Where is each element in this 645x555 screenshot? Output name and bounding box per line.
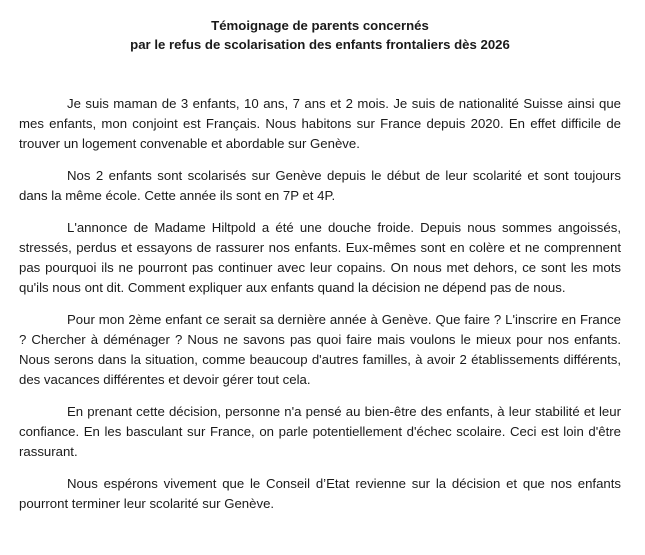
- title-line-2: par le refus de scolarisation des enfants frontaliers dès 2026: [130, 37, 510, 52]
- paragraph-5: En prenant cette décision, personne n'a pensé au bien-être des enfants, à leur stabilité et leur confiance. En les basculant sur France, on parle potentiellement d'échec scolaire. Ceci est loin d'être rassurant.: [19, 404, 621, 459]
- document-title: [19, 16, 621, 54]
- document-page: [19, 16, 621, 526]
- paragraph-3: L'annonce de Madame Hiltpold a été une douche froide. Depuis nous sommes angoissés, stressés, perdus et essayons de rassurer nos enfants. Eux-mêmes sont en colère et ne comprennent pas pourquoi ils ne pourront pas continuer avec leur copains. On nous met dehors, ce sont les mots qu'ils nous ont dit. Comment expliquer aux enfants quand la décision ne dépend pas de nous.: [19, 220, 621, 295]
- paragraph-2: Nos 2 enfants sont scolarisés sur Genève depuis le début de leur scolarité et sont toujours dans la même école. Cette année ils sont en 7P et 4P.: [19, 168, 621, 203]
- paragraph-4: Pour mon 2ème enfant ce serait sa dernière année à Genève. Que faire ? L'inscrire en France ? Chercher à déménager ? Nous ne savons pas quoi faire mais voulons le mieux pour nos enfants. Nous serons dans la situation, comme beaucoup d'autres familles, à avoir 2 établissements différents, des vacances différentes et devoir gérer tout cela.: [19, 312, 621, 387]
- title-line-1: Témoignage de parents concernés: [211, 18, 429, 33]
- document-body: [19, 94, 621, 514]
- paragraph-1: Je suis maman de 3 enfants, 10 ans, 7 ans et 2 mois. Je suis de nationalité Suisse ainsi que mes enfants, mon conjoint est Français. Nous habitons sur France depuis 2020. En effet difficile de trouver un logement convenable et abordable sur Genève.: [19, 96, 621, 151]
- paragraph-6: Nous espérons vivement que le Conseil d’Etat revienne sur la décision et que nos enfants pourront terminer leur scolarité sur Genève.: [19, 476, 621, 511]
